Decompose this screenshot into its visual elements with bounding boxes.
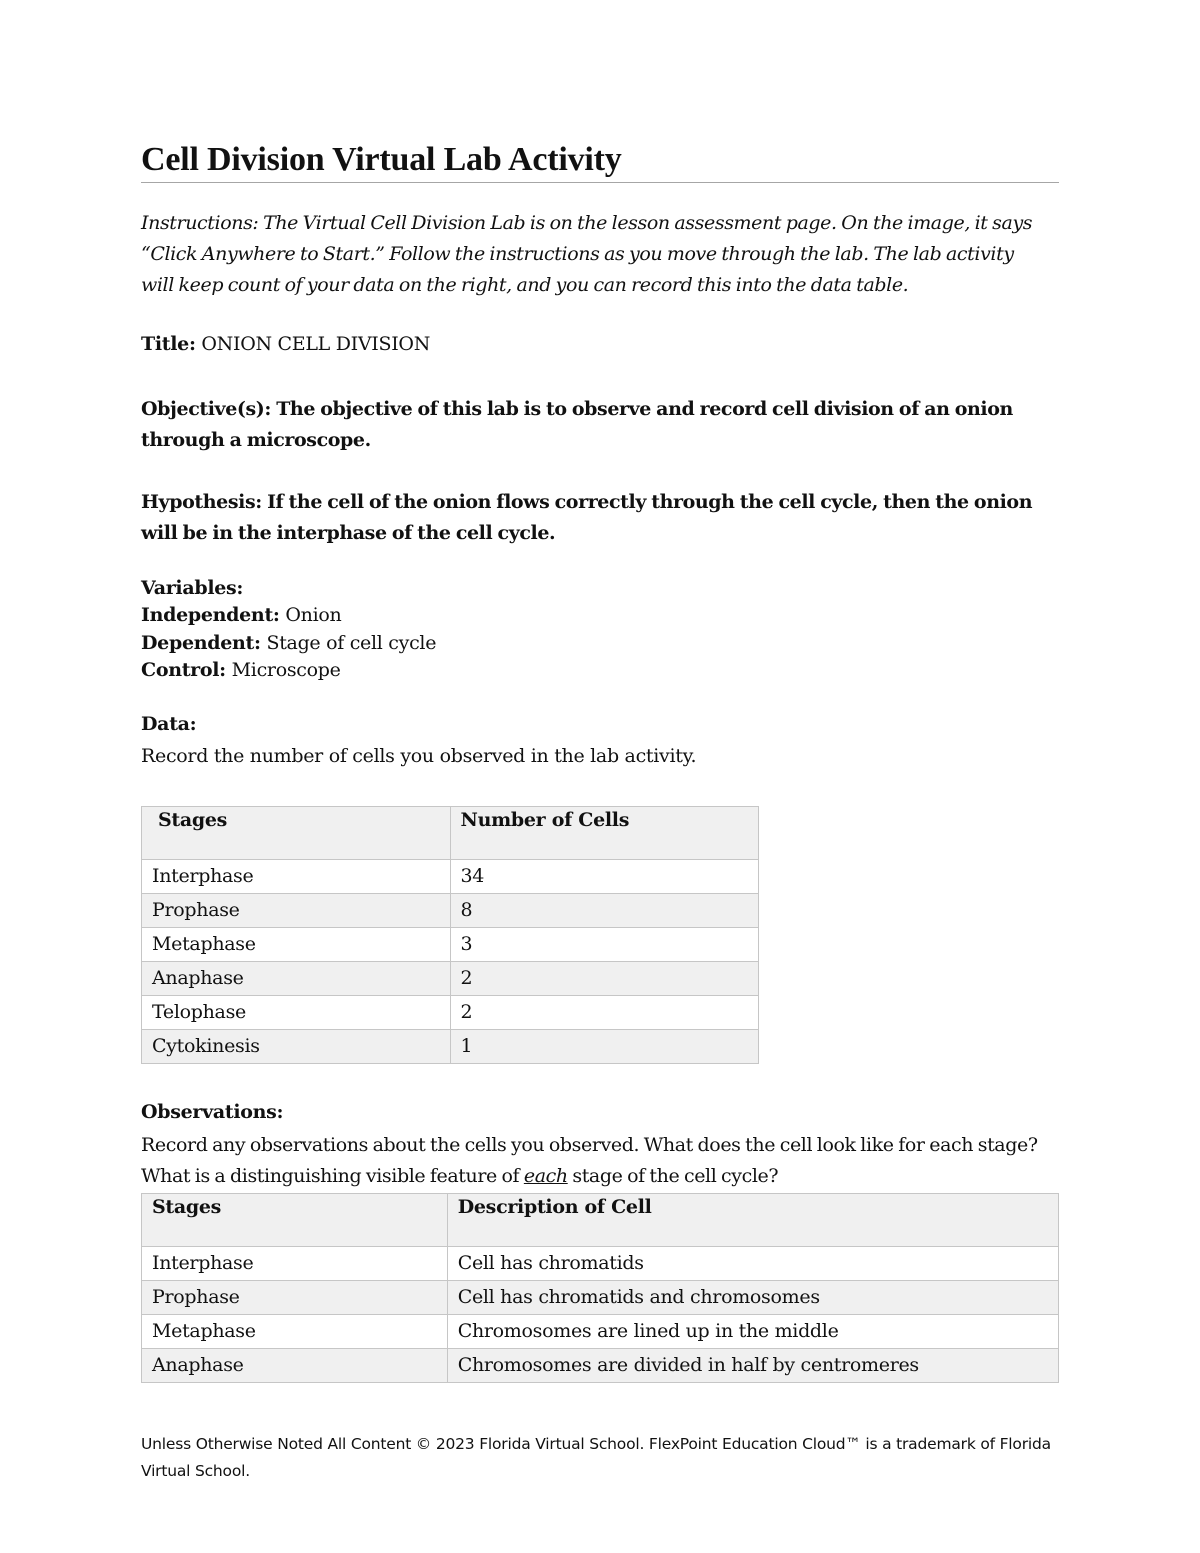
- table-cell: Chromosomes are divided in half by centromeres: [447, 1349, 1058, 1383]
- observations-table: [141, 1193, 1059, 1383]
- table-cell: Cytokinesis: [142, 1030, 451, 1064]
- table-cell: 34: [450, 860, 758, 894]
- table-cell: Cell has chromatids and chromosomes: [447, 1281, 1058, 1315]
- lab-title-label: Title:: [141, 333, 196, 355]
- table-row: [142, 1030, 759, 1064]
- instructions-paragraph: Instructions: The Virtual Cell Division Lab is on the lesson assessment page. On the image, it says “Click Anywhere to Start.” Follow the instructions as you move through the lab. The lab activity will keep count of your data on the right, and you can record this into the data table.: [141, 212, 1033, 296]
- table-row: [142, 1247, 1059, 1281]
- observations-prompt-end: stage of the cell cycle?: [567, 1165, 779, 1187]
- document-title: Cell Division Virtual Lab Activity: [141, 140, 1059, 183]
- table-cell: Anaphase: [142, 962, 451, 996]
- table-header-row: [142, 1194, 1059, 1247]
- dependent-value: Stage of cell cycle: [266, 632, 437, 654]
- observations-prompt: [141, 1130, 1046, 1192]
- table-cell: Prophase: [142, 894, 451, 928]
- data-heading: Data:: [141, 713, 197, 735]
- table-header-description: Description of Cell: [447, 1194, 1058, 1247]
- dependent-variable: [141, 632, 436, 654]
- objective-paragraph: Objective(s): The objective of this lab is to observe and record cell division of an onion through a microscope.: [141, 398, 1013, 451]
- table-header-stages: Stages: [142, 1194, 448, 1247]
- table-cell: Prophase: [142, 1281, 448, 1315]
- control-value: Microscope: [231, 659, 341, 681]
- independent-label: Independent:: [141, 604, 280, 626]
- independent-variable: [141, 604, 341, 626]
- independent-value: Onion: [285, 604, 342, 626]
- table-row: [142, 996, 759, 1030]
- table-row: [142, 1349, 1059, 1383]
- table-cell: Anaphase: [142, 1349, 448, 1383]
- table-header-stages: Stages: [142, 807, 451, 860]
- table-header-count: Number of Cells: [450, 807, 758, 860]
- lab-title-value: ONION CELL DIVISION: [201, 333, 431, 355]
- variables-heading: Variables:: [141, 577, 244, 599]
- table-row: [142, 860, 759, 894]
- table-cell: 3: [450, 928, 758, 962]
- table-cell: 2: [450, 962, 758, 996]
- dependent-label: Dependent:: [141, 632, 261, 654]
- table-cell: 2: [450, 996, 758, 1030]
- table-cell: Metaphase: [142, 1315, 448, 1349]
- control-label: Control:: [141, 659, 226, 681]
- table-row: [142, 1315, 1059, 1349]
- table-cell: Chromosomes are lined up in the middle: [447, 1315, 1058, 1349]
- control-variable: [141, 659, 341, 681]
- table-cell: Interphase: [142, 860, 451, 894]
- table-cell: Cell has chromatids: [447, 1247, 1058, 1281]
- table-cell: Telophase: [142, 996, 451, 1030]
- observations-prompt-emphasis: each: [523, 1165, 568, 1187]
- data-prompt: Record the number of cells you observed in the lab activity.: [141, 745, 697, 767]
- table-row: [142, 894, 759, 928]
- table-row: [142, 928, 759, 962]
- observations-prompt-start: Record any observations about the cells you observed. What does the cell look like for each stage? What is a distinguishing visible feature of: [141, 1134, 1038, 1187]
- table-cell: Metaphase: [142, 928, 451, 962]
- table-cell: 1: [450, 1030, 758, 1064]
- hypothesis-paragraph: Hypothesis: If the cell of the onion flows correctly through the cell cycle, then the onion will be in the interphase of the cell cycle.: [141, 491, 1033, 544]
- table-row: [142, 962, 759, 996]
- lab-title-line: [141, 333, 430, 355]
- table-header-row: [142, 807, 759, 860]
- data-table: [141, 806, 759, 1064]
- table-cell: Interphase: [142, 1247, 448, 1281]
- observations-heading: Observations:: [141, 1101, 284, 1123]
- table-row: [142, 1281, 1059, 1315]
- copyright-footer: Unless Otherwise Noted All Content © 2023 Florida Virtual School. FlexPoint Education Cloud™ is a trademark of Florida Virtual School.: [141, 1435, 1051, 1480]
- table-cell: 8: [450, 894, 758, 928]
